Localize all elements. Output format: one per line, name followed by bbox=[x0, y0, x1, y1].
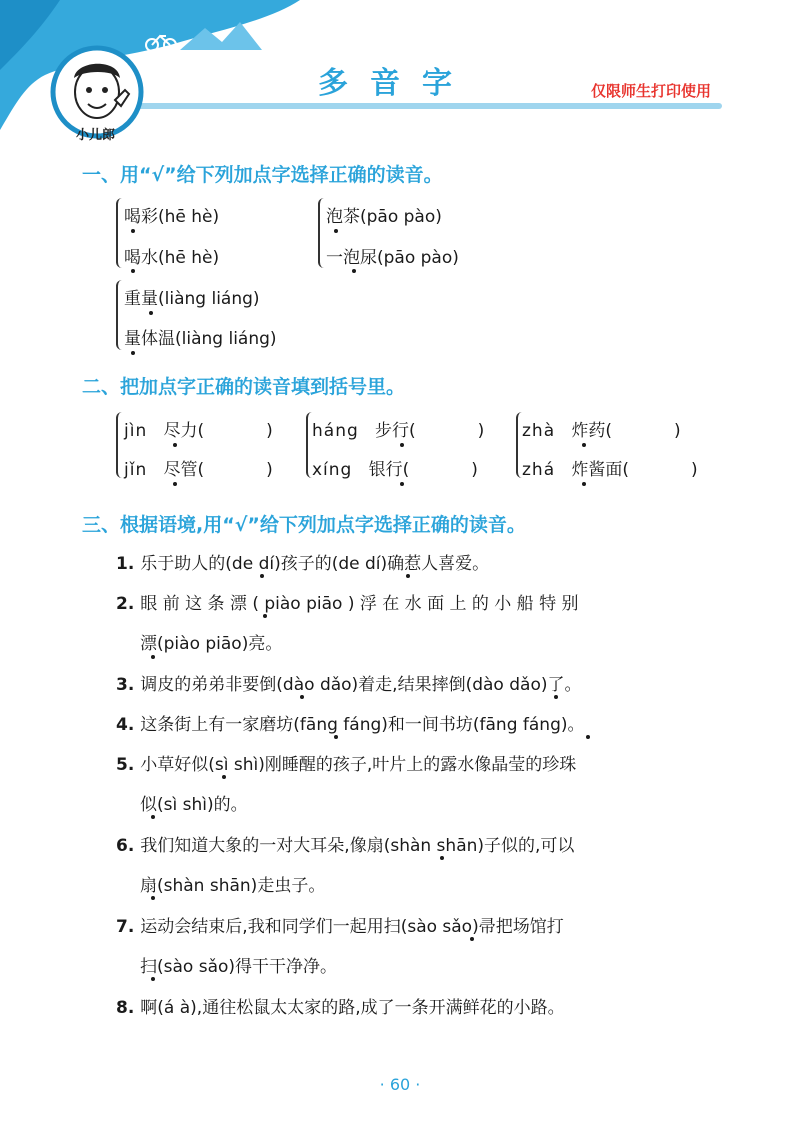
close-paren: ) bbox=[266, 421, 273, 441]
emphasis-dot bbox=[260, 574, 264, 578]
page-number: · 60 · bbox=[379, 1075, 421, 1094]
fill-item bbox=[522, 455, 698, 480]
emphasis-dot bbox=[131, 229, 135, 233]
fill-item bbox=[124, 416, 273, 441]
pinyin: zhà bbox=[522, 421, 556, 441]
brace bbox=[318, 198, 326, 268]
question-number: 4. bbox=[116, 715, 135, 735]
pinyin: háng bbox=[312, 421, 359, 441]
exercise-item: 泡茶(pāo pào) bbox=[326, 207, 442, 227]
question-5 bbox=[116, 750, 576, 775]
question-7 bbox=[116, 912, 564, 937]
close-paren: ) bbox=[471, 460, 478, 480]
emphasis-dot bbox=[131, 351, 135, 355]
emphasis-dot bbox=[222, 775, 226, 779]
brace bbox=[116, 198, 124, 268]
word: 尽力( bbox=[163, 421, 205, 441]
word: 尽管( bbox=[163, 460, 205, 480]
question-5-continuation: 似(sì shì)的。 bbox=[140, 795, 248, 815]
question-text: 我们知道大象的一对大耳朵,像扇(shàn shān)子似的,可以 bbox=[140, 836, 575, 856]
pinyin: jìn bbox=[124, 421, 148, 441]
page-title: 多音字 bbox=[318, 66, 474, 101]
brace bbox=[116, 412, 124, 478]
brace bbox=[116, 280, 124, 350]
emphasis-dot bbox=[173, 482, 177, 486]
question-text: 啊(á à),通往松鼠太太家的路,成了一条开满鲜花的小路。 bbox=[140, 998, 565, 1018]
question-text: 眼 前 这 条 漂 ( piào piāo ) 浮 在 水 面 上 的 小 船 特 别 bbox=[140, 594, 579, 614]
question-number: 2. bbox=[116, 594, 135, 614]
question-4 bbox=[116, 710, 585, 735]
question-number: 3. bbox=[116, 675, 135, 695]
question-6-continuation: 扇(shàn shān)走虫子。 bbox=[140, 876, 326, 896]
emphasis-dot bbox=[400, 443, 404, 447]
emphasis-dot bbox=[554, 695, 558, 699]
emphasis-dot bbox=[582, 482, 586, 486]
word: 银行( bbox=[368, 460, 410, 480]
close-paren: ) bbox=[477, 421, 485, 441]
emphasis-dot bbox=[151, 977, 155, 981]
emphasis-dot bbox=[334, 229, 338, 233]
question-3 bbox=[116, 670, 581, 695]
question-number: 5. bbox=[116, 755, 135, 775]
section-3-heading: 三、根据语境,用“√”给下列加点字选择正确的读音。 bbox=[82, 514, 526, 536]
emphasis-dot bbox=[470, 937, 474, 941]
question-text: 运动会结束后,我和同学们一起用扫(sào sǎo)帚把场馆打 bbox=[140, 917, 564, 937]
exercise-item: 喝水(hē hè) bbox=[124, 248, 220, 268]
pinyin: xíng bbox=[312, 460, 353, 480]
fill-item bbox=[124, 455, 273, 480]
question-number: 7. bbox=[116, 917, 135, 937]
emphasis-dot bbox=[352, 269, 356, 273]
question-text: 乐于助人的(de dí)孩子的(de dí)确惹人喜爱。 bbox=[140, 554, 490, 574]
pinyin: zhá bbox=[522, 460, 556, 480]
question-text: 调皮的弟弟非要倒(dào dǎo)着走,结果摔倒(dào dǎo)了。 bbox=[140, 675, 582, 695]
question-1 bbox=[116, 549, 489, 574]
question-6 bbox=[116, 831, 574, 856]
close-paren: ) bbox=[266, 460, 273, 480]
word: 炸药( bbox=[571, 421, 612, 441]
close-paren: ) bbox=[673, 421, 681, 441]
emphasis-dot bbox=[300, 695, 304, 699]
emphasis-dot bbox=[151, 815, 155, 819]
pinyin: jǐn bbox=[124, 460, 148, 480]
section-1-heading: 一、用“√”给下列加点字选择正确的读音。 bbox=[82, 164, 443, 186]
emphasis-dot bbox=[406, 574, 410, 578]
close-paren: ) bbox=[690, 460, 698, 480]
emphasis-dot bbox=[440, 856, 444, 860]
exercise-item: 一泡尿(pāo pào) bbox=[326, 248, 459, 268]
emphasis-dot bbox=[334, 735, 338, 739]
question-2 bbox=[116, 589, 579, 614]
question-number: 6. bbox=[116, 836, 135, 856]
question-number: 1. bbox=[116, 554, 135, 574]
mascot-label: 小儿郎 bbox=[76, 128, 116, 143]
emphasis-dot bbox=[586, 735, 590, 739]
emphasis-dot bbox=[149, 311, 153, 315]
emphasis-dot bbox=[151, 655, 155, 659]
fill-item bbox=[312, 455, 478, 480]
question-text: 小草好似(sì shì)刚睡醒的孩子,叶片上的露水像晶莹的珍珠 bbox=[140, 755, 577, 775]
question-7-continuation: 扫(sào sǎo)得干干净净。 bbox=[140, 957, 338, 977]
print-notice-badge: 仅限师生打印使用 bbox=[591, 82, 712, 100]
word: 步行( bbox=[374, 421, 416, 441]
exercise-item: 量体温(liàng liáng) bbox=[124, 329, 277, 349]
question-number: 8. bbox=[116, 998, 135, 1018]
emphasis-dot bbox=[131, 269, 135, 273]
exercise-item: 喝彩(hē hè) bbox=[124, 207, 220, 227]
question-8 bbox=[116, 993, 565, 1018]
fill-item bbox=[312, 416, 484, 441]
emphasis-dot bbox=[263, 614, 267, 618]
emphasis-dot bbox=[151, 896, 155, 900]
emphasis-dot bbox=[173, 443, 177, 447]
exercise-item: 重量(liàng liáng) bbox=[124, 289, 260, 309]
emphasis-dot bbox=[400, 482, 404, 486]
emphasis-dot bbox=[582, 443, 586, 447]
question-text: 这条街上有一家磨坊(fāng fáng)和一间书坊(fāng fáng)。 bbox=[140, 715, 585, 735]
section-2-heading: 二、把加点字正确的读音填到括号里。 bbox=[82, 376, 406, 398]
fill-item bbox=[522, 416, 681, 441]
word: 炸酱面( bbox=[571, 460, 629, 480]
question-2-continuation: 漂(piào piāo)亮。 bbox=[140, 634, 283, 654]
